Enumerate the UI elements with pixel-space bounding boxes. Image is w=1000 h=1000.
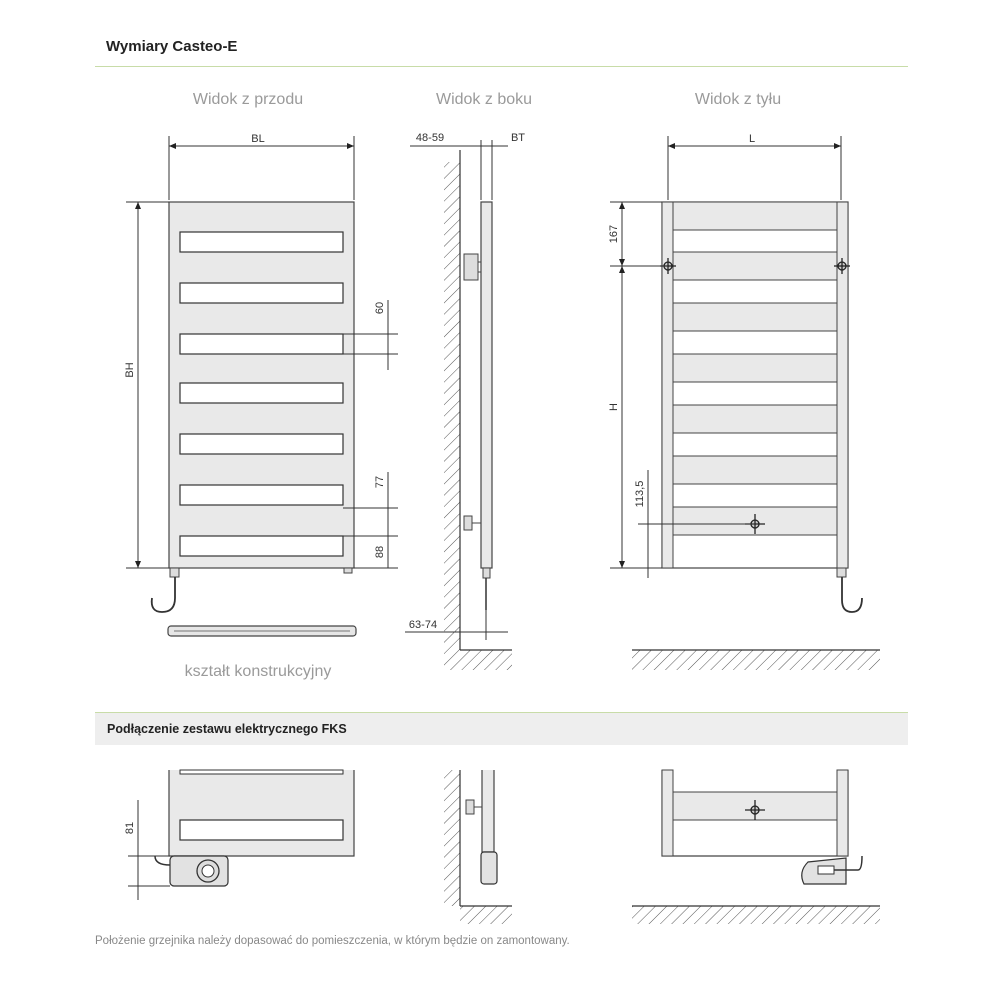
fks-section-header [95, 712, 908, 745]
fks-section-title: Podłączenie zestawu elektrycznego FKS [107, 722, 347, 736]
fks-front-detail [124, 770, 354, 900]
fks-back-detail [632, 770, 880, 924]
back-view-title: Widok z tyłu [694, 91, 782, 108]
dim-81-label: 81 [124, 821, 136, 835]
dim-bt-label: BT [510, 132, 526, 144]
dim-88-label: 88 [374, 545, 386, 559]
page-title: Wymiary Casteo-E [106, 38, 238, 55]
side-wall-bracket [464, 254, 478, 280]
fks-side-heater [481, 852, 497, 884]
dim-bh-label: BH [124, 362, 136, 378]
dim-77-label: 77 [374, 475, 386, 489]
dim-63-74-label: 63-74 [408, 619, 438, 631]
dim-167-label: 167 [608, 224, 620, 244]
front-view-title: Widok z przodu [192, 91, 304, 108]
back-floor-hatch [632, 650, 880, 670]
side-radiator-body [481, 202, 492, 568]
front-power-cable [152, 577, 175, 612]
fks-side-detail [444, 770, 512, 924]
dim-l-label: L [748, 133, 756, 145]
shape-caption: kształt konstrukcyjny [184, 663, 332, 680]
dim-h-label: H [608, 403, 620, 411]
dim-48-59-label: 48-59 [415, 132, 445, 144]
footnote: Położenie grzejnika należy dopasować do pomieszczenia, w którym będzie on zamontowany. [95, 935, 570, 947]
side-wall-hatch [444, 162, 460, 670]
front-heating-element [170, 568, 179, 577]
side-heating-element [483, 568, 490, 578]
back-view [608, 91, 880, 670]
side-view-title: Widok z boku [435, 91, 533, 108]
front-view [124, 91, 398, 680]
dim-bl-label: BL [251, 133, 265, 145]
back-heating-element [837, 568, 846, 577]
side-view [405, 91, 532, 670]
dim-113-5-label: 113,5 [634, 480, 646, 508]
dim-60-label: 60 [374, 301, 386, 315]
